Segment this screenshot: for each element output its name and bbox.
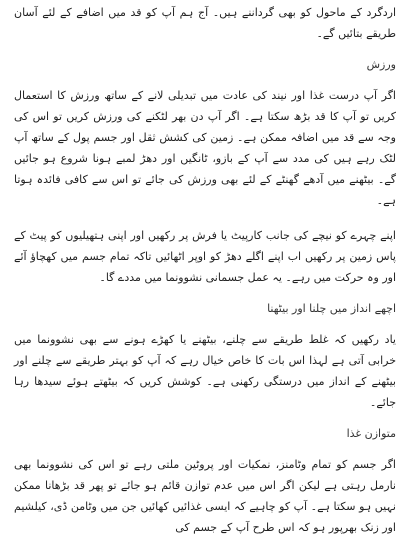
intro-paragraph: اردگرد کے ماحول کو بھی گرداننے ہیں۔ آج ہم آپ کو قد میں اضافے کے لئے آسان طریقے بتائیں گے۔ [14,6,396,40]
section-heading-diet: متوازن غذا [346,427,396,440]
section-heading-posture: اچھے انداز میں چلنا اور بیٹھنا [267,302,396,315]
spacer [14,75,396,85]
stretch-paragraph: اپنے چہرے کو نیچے کی جانب کارپیٹ یا فرش پر رکھیں اور اپنی ہتھیلیوں کو پیٹ کے پاس زمین پر رکھیں اب اپنے اگلے دھڑ کو اوپر اٹھائیں تاکہ تمام جسم میں کھچاؤ آئے اور وہ حرکت میں رہے۔ یہ عمل جسمانی نشوونما میں مددے گا۔ [14,229,396,284]
section-heading-exercise: ورزش [366,58,396,71]
spacer [14,319,396,329]
diet-paragraph: اگر جسم کو تمام وٹامنز، نمکیات اور پروٹین ملتی رہے تو اس کی نشوونما بھی نارمل رہتی ہے لیکن اگر اس میں عدم توازن قائم ہو جائے تو پھر قد بڑھانا ممکن نہیں ہو سکتا ہے۔ آپ کو چاہیے کہ ایسی غذائیں کھائیں جن میں وٹامن ڈی، کیلشیم اور زنک بھرپور ہو کہ اس طرح آپ کے جسم کی [14,458,396,534]
spacer [14,211,396,225]
spacer [14,288,396,298]
spacer [14,44,396,54]
spacer [14,413,396,423]
posture-paragraph: یاد رکھیں کہ غلط طریقے سے چلنے، بیٹھنے یا کھڑے ہونے سے بھی نشوونما میں خرابی آتی ہے لہذا اس بات کا خاص خیال رہے کہ آپ کو بہتر طریقے سے چلنے اور بیٹھنے کے انداز میں درستگی رکھنی ہے۔ کوشش کریں کہ بیٹھتے ہوئے سیدھا رہا جائے۔ [14,333,396,409]
exercise-paragraph: اگر آپ درست غذا اور نیند کی عادت میں تبدیلی لانے کے ساتھ ورزش کا استعمال کریں تو آپ کا قد بڑھ سکتا ہے۔ اگر آپ دن بھر لٹکنے کی ورزش کریں تو اس کی وجہ سے قد میں اضافہ ممکن ہے۔ زمین کی کشش ثقل اور جسم پول کے ساتھ آپ لٹک رہے ہیں کی مدد سے آپ کے بازو، ٹانگیں اور دھڑ لمبے ہونا شروع ہو جائیں گے۔ بیٹھنے میں آدھے گھنٹے کے لئے بھی ورزش کی جائے تو اس سے کافی فائدہ ہوتا ہے۔ [14,89,396,207]
spacer [14,444,396,454]
